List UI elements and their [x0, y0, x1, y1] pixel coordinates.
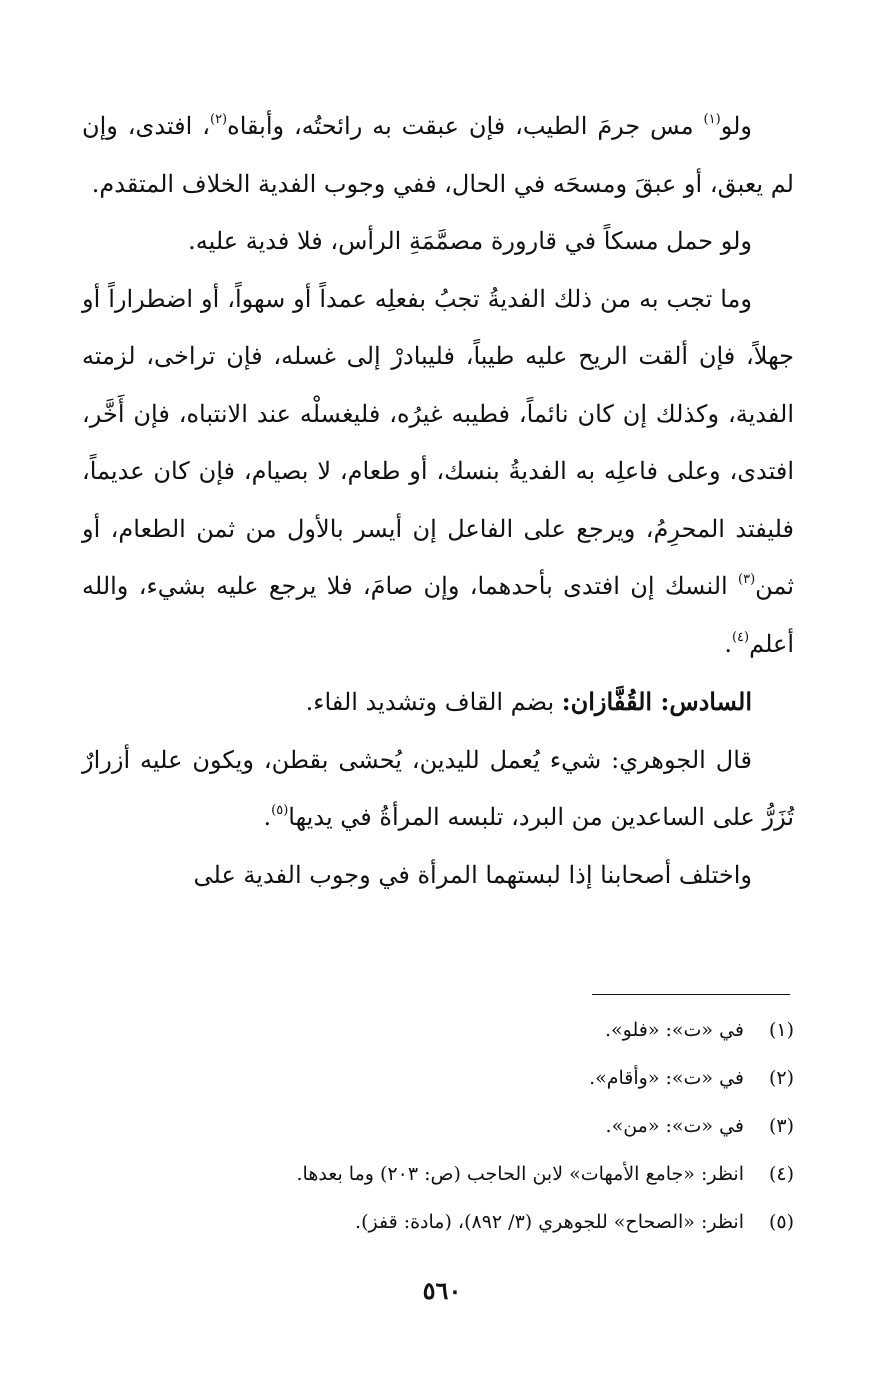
text-segment: واختلف أصحابنا إذا لبستهما المرأة في وجوب الفدية على — [193, 860, 752, 889]
paragraph — [82, 213, 794, 271]
footnote — [82, 1198, 794, 1246]
text-segment: النسك إن افتدى بأحدهما، وإن صامَ، فلا يرجع عليه بشيء، والله أعلم — [82, 572, 794, 658]
main-text — [82, 98, 794, 904]
footnote-marker: (٣) — [738, 572, 756, 587]
footnote-text: في «ت»: «من». — [605, 1115, 744, 1137]
text-segment: ، افتدى، وإن لم يعبق، أو عبقَ ومسحَه في الحال، ففي وجوب الفدية الخلاف المتقدم. — [82, 112, 794, 198]
footnote-marker: (١) — [703, 112, 721, 127]
footnote-number: (٥) — [768, 1211, 794, 1233]
text-segment: مس جرمَ الطيب، فإن عبقت به رائحتُه، وأبقاه — [227, 112, 704, 140]
footnote — [82, 1054, 794, 1102]
text-segment: بضم القاف وتشديد الفاء. — [305, 688, 562, 716]
footnote-text: انظر: «جامع الأمهات» لابن الحاجب (ص: ٢٠٣) وما بعدها. — [296, 1163, 744, 1185]
footnote — [82, 1150, 794, 1198]
page-number: ٥٦٠ — [422, 1276, 462, 1305]
text-segment: وما تجب به من ذلك الفديةُ تجبُ بفعلِه عمداً أو سهواً، أو اضطراراً أو جهلاً، فإن ألقت الريح عليه طيباً، فليبادرْ إلى غسله، فإن تراخى، لزمته الفدية، وكذلك إن كان نائماً، فطيبه غيرُه، فليغسلْه عند الانتباه، فإن أَخَّر، افتدى، وعلى فاعلِه به الفديةُ بنسك، أو طعام، لا بصيام، فإن كان عديماً، فليفتد المحرِمُ، ويرجع على الفاعل إن أيسر بالأول من ثمن الطعام، أو ثمن — [82, 284, 794, 600]
footnote-number: (٣) — [768, 1115, 794, 1137]
footnote-text: انظر: «الصحاح» للجوهري (٣/ ٨٩٢)، (مادة: قفز). — [355, 1211, 744, 1233]
footnote-number: (٢) — [768, 1067, 794, 1089]
paragraph — [82, 98, 794, 213]
section-heading: السادس: القُفَّازان: — [561, 687, 752, 716]
footnotes — [82, 1006, 794, 1246]
footnote-marker: (٥) — [271, 803, 289, 818]
footnote-text: في «ت»: «فلو». — [604, 1019, 744, 1041]
text-segment: قال الجوهري: شيء يُعمل لليدين، يُحشى بقطن، ويكون عليه أزرارٌ تُزَرُّ على الساعدين من البرد، تلبسه المرأةُ في يديها — [82, 745, 794, 831]
footnote-marker: (٢) — [209, 112, 228, 127]
footnote — [82, 1006, 794, 1054]
text-segment: . — [263, 803, 272, 831]
footnote — [82, 1102, 794, 1150]
text-segment: ولو — [720, 112, 752, 140]
paragraph — [82, 673, 794, 732]
footnote-number: (٤) — [768, 1163, 794, 1185]
paragraph — [82, 271, 794, 674]
paragraph — [82, 847, 794, 905]
text-segment: . — [724, 629, 732, 658]
footnote-separator — [592, 994, 790, 995]
text-segment: ولو حمل مسكاً في قارورة مصمَّمَةِ الرأس، فلا فدية عليه. — [188, 227, 752, 255]
paragraph — [82, 732, 794, 847]
footnote-number: (١) — [768, 1019, 794, 1041]
footnote-text: في «ت»: «وأقام». — [589, 1067, 744, 1089]
footnote-marker: (٤) — [731, 629, 750, 645]
